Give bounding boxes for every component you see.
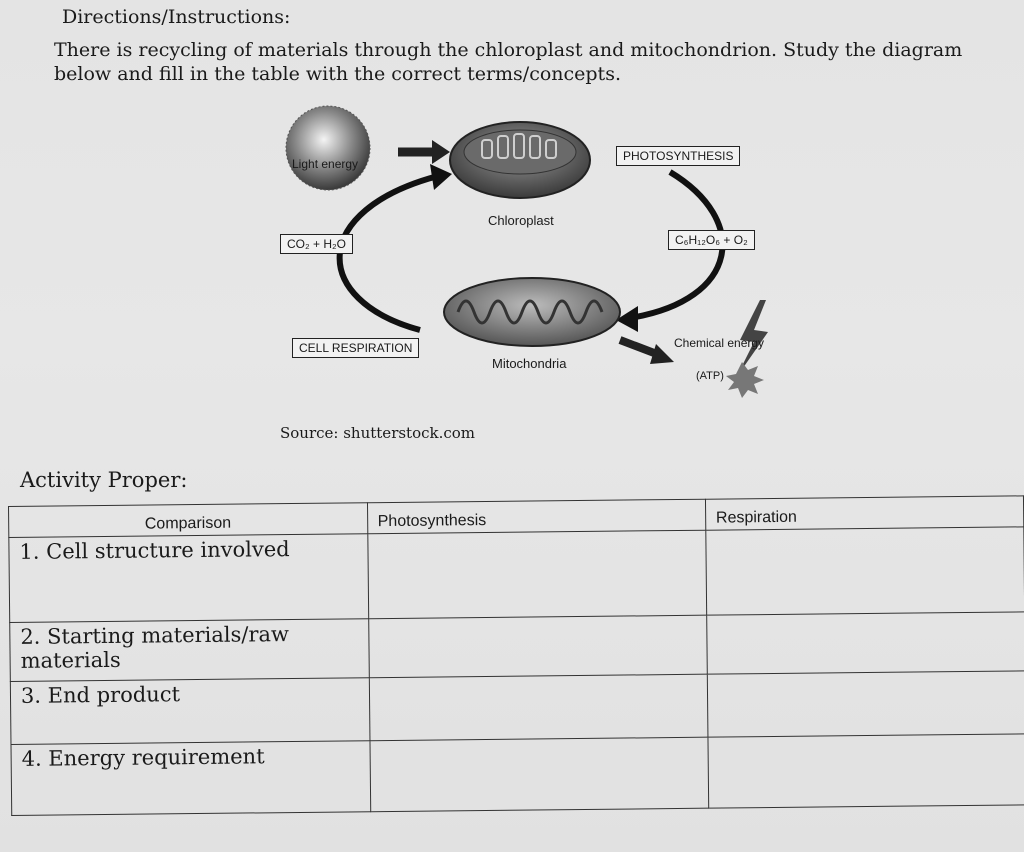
light-arrow-head-icon [432,140,450,164]
light-energy-sun-icon [286,106,370,190]
header-respiration: Respiration [705,496,1024,530]
photosynthesis-label: PHOTOSYNTHESIS [616,146,740,166]
row-label-energy-requirement: 4. Energy requirement [11,741,370,816]
respiration-answer-cell[interactable] [707,671,1024,737]
mitochondria-icon [444,278,620,346]
glucose-oxygen-label: C₆H₁₂O₆ + O₂ [668,230,755,250]
source-caption: Source: shutterstock.com [280,424,476,442]
chemical-energy-label: Chemical energy [674,336,765,350]
left-cycle-arrow-icon [340,176,438,330]
photosynthesis-answer-cell[interactable] [368,615,707,678]
chloroplast-label: Chloroplast [488,213,554,228]
energy-burst-icon [726,362,764,398]
table-row [10,671,1024,745]
directions-heading: Directions/Instructions: [62,6,291,28]
table-row [11,734,1024,816]
respiration-answer-cell[interactable] [706,612,1024,674]
header-photosynthesis: Photosynthesis [367,499,706,534]
recycling-diagram [270,100,790,400]
photosynthesis-answer-cell[interactable] [369,674,708,741]
atp-arrow-head-icon [650,344,674,364]
atp-label: (ATP) [696,370,724,382]
row-label-starting-materials: 2. Starting materials/raw materials [10,619,369,682]
respiration-answer-cell[interactable] [708,734,1024,808]
chloroplast-icon [450,122,590,198]
row-label-cell-structure: 1. Cell structure involved [9,534,368,623]
left-cycle-arrow-head-icon [430,164,452,190]
activity-heading: Activity Proper: [20,468,188,492]
table-row [9,527,1024,623]
mitochondria-label: Mitochondria [492,356,567,371]
instructions-text: There is recycling of materials through the chloroplast and mitochondrion. Study the diagram below and fill in the table with the correct terms/concepts. [54,39,963,85]
respiration-answer-cell[interactable] [706,527,1024,615]
co2-h2o-label: CO₂ + H₂O [280,234,353,254]
row-label-end-product: 3. End product [10,678,369,745]
photosynthesis-answer-cell[interactable] [369,737,708,812]
header-comparison: Comparison [9,503,368,538]
light-energy-label: Light energy [292,157,359,171]
photosynthesis-answer-cell[interactable] [367,530,706,619]
comparison-table [8,495,1024,816]
cell-respiration-label: CELL RESPIRATION [292,338,419,358]
table-row [10,612,1024,682]
